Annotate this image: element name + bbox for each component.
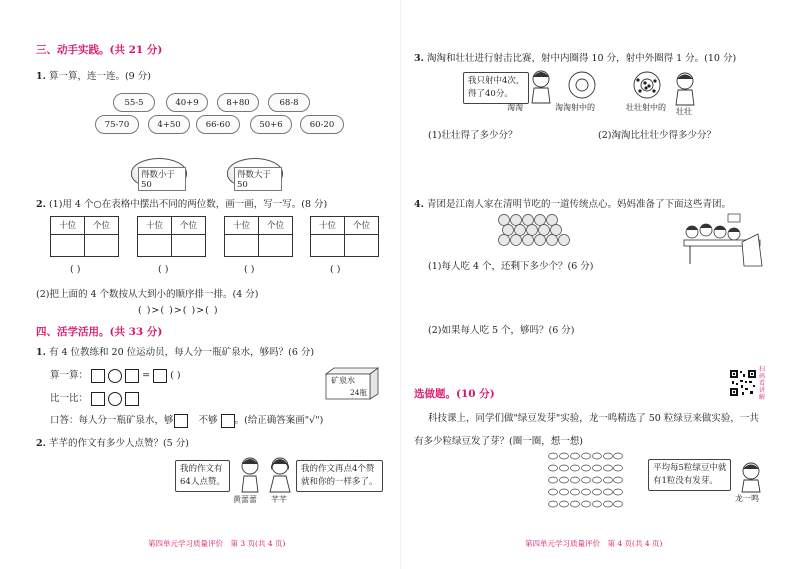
target-zhuangzhuang-icon (630, 70, 664, 100)
target-label-zhuangzhuang: 壮壮射中的 (626, 103, 666, 112)
checkbox-enough[interactable] (174, 414, 188, 428)
speech-bubble-qianqian: 我的作文再点4个赞 就和你的一样多了。 (296, 460, 383, 492)
qingtuan-group-icon (496, 213, 578, 247)
qr-code-icon[interactable] (729, 369, 757, 397)
cell[interactable] (345, 235, 379, 257)
header-tens: 十位 (225, 217, 259, 235)
answer-paren[interactable]: ( ) (330, 264, 341, 275)
checkbox-not-enough[interactable] (221, 414, 235, 428)
question-4-2: 2. 芊芊的作文有多少人点赞？(5 分) (36, 438, 189, 449)
expr-bubble[interactable]: 55-5 (113, 93, 155, 112)
speech-bubble-huang: 我的作文有 64人点赞。 (175, 460, 230, 492)
answer-paren[interactable]: ( ) (70, 264, 81, 275)
cell[interactable] (225, 235, 259, 257)
order-line[interactable]: ( )>( )>( )>( ) (138, 305, 219, 316)
box-label: 矿泉水 (331, 376, 355, 385)
answer-box[interactable] (91, 392, 105, 406)
question-1: 1. 算一算，连一连。(9 分) (36, 71, 151, 82)
boy-taotao-icon (526, 68, 556, 104)
header-ones: 个位 (85, 217, 119, 235)
mung-bean-grid-icon[interactable] (547, 451, 623, 511)
speech-bubble-taotao: 我只射中4次， 得了40分。 (463, 72, 529, 104)
target-label-taotao: 淘淘射中的 (555, 103, 595, 112)
optional-question-text-1: 科技课上，同学们做"绿豆发芽"实验，龙一鸣精选了 50 粒绿豆来做实验，一共 (428, 413, 759, 424)
answer-paren[interactable]: ( ) (244, 264, 255, 275)
answer-box[interactable] (125, 392, 139, 406)
expr-bubble[interactable]: 4+50 (148, 115, 190, 134)
answer-box[interactable] (91, 369, 105, 383)
girl-qianqian-icon (264, 454, 296, 494)
operator-circle[interactable] (108, 369, 122, 383)
answer-box[interactable] (153, 369, 167, 383)
cell[interactable] (138, 235, 172, 257)
question-3: 3. 淘淘和壮壮进行射击比赛，射中内圈得 10 分，射中外圈得 1 分。(10 分) (414, 53, 737, 64)
cell[interactable] (259, 235, 293, 257)
answer-paren[interactable]: ( ) (158, 264, 169, 275)
question-2-part-2: (2)把上面的 4 个数按从大到小的顺序排一排。(4 分) (36, 289, 259, 300)
girl-huang-icon (234, 454, 266, 494)
bowl-less-than-50[interactable]: 得数小于50 (131, 158, 187, 188)
question-3-part-2: (2)淘淘比壮壮少得多少分？ (598, 130, 716, 141)
cell[interactable] (311, 235, 345, 257)
header-ones: 个位 (172, 217, 206, 235)
expr-bubble[interactable]: 66-60 (196, 115, 240, 134)
page-divider (400, 0, 401, 569)
header-tens: 十位 (311, 217, 345, 235)
place-value-table-2[interactable] (137, 216, 206, 257)
name-zhuangzhuang: 壮壮 (676, 107, 692, 116)
place-value-table-3[interactable] (224, 216, 293, 257)
qr-caption: 扫码看讲解 (759, 366, 766, 401)
calc-row: 算一算： = ( ) (50, 370, 181, 381)
optional-question-title: 选做题。(10 分) (414, 388, 495, 400)
footer-left: 第四单元学习质量评价 第 3 页(共 4 页) (148, 539, 286, 548)
question-4-1: 1. 有 4 位教练和 20 位运动员，每人分一瓶矿泉水，够吗？(6 分) (36, 347, 315, 358)
header-tens: 十位 (138, 217, 172, 235)
bowl-greater-than-50[interactable]: 得数大于50 (227, 158, 283, 188)
question-3-part-1: (1)壮壮得了多少分？ (428, 130, 518, 141)
name-qianqian: 芊芊 (271, 495, 287, 504)
section-3-title: 三、动手实践。(共 21 分) (36, 44, 163, 56)
expr-bubble[interactable]: 40+9 (166, 93, 208, 112)
answer-box[interactable] (125, 369, 139, 383)
note-longyiming: 平均每5粒绿豆中就 有1粒没有发芽。 (648, 459, 731, 491)
compare-circle[interactable] (108, 392, 122, 406)
place-value-table-1[interactable] (50, 216, 119, 257)
expr-bubble[interactable]: 60-20 (300, 115, 344, 134)
cell[interactable] (172, 235, 206, 257)
header-tens: 十位 (51, 217, 85, 235)
name-longyiming: 龙一鸣 (735, 494, 759, 503)
boy-longyiming-icon (736, 461, 766, 493)
oral-answer-row: 口答：每人分一瓶矿泉水，够 不够 。(给正确答案画"√") (50, 415, 324, 426)
box-count: 24瓶 (350, 388, 368, 397)
place-value-table-4[interactable] (310, 216, 379, 257)
header-ones: 个位 (259, 217, 293, 235)
name-huang: 黄蕾蕾 (233, 495, 257, 504)
expr-bubble[interactable]: 50+6 (250, 115, 292, 134)
question-4-part-1: (1)每人吃 4 个，还剩下多少个？(6 分) (428, 261, 594, 272)
target-taotao-icon (565, 70, 599, 100)
family-eating-icon (682, 212, 766, 270)
optional-question-text-2: 有多少粒绿豆发了芽？(圈一圈，想一想) (414, 436, 583, 447)
cell[interactable] (85, 235, 119, 257)
header-ones: 个位 (345, 217, 379, 235)
name-taotao: 淘淘 (507, 103, 523, 112)
section-4-title: 四、活学活用。(共 33 分) (36, 326, 163, 338)
question-4-part-2: (2)如果每人吃 5 个，够吗？(6 分) (428, 325, 575, 336)
expr-bubble[interactable]: 68-8 (268, 93, 310, 112)
footer-right: 第四单元学习质量评价 第 4 页(共 4 页) (525, 539, 663, 548)
expr-bubble[interactable]: 8+80 (217, 93, 259, 112)
boy-zhuangzhuang-icon (670, 70, 700, 106)
cell[interactable] (51, 235, 85, 257)
expr-bubble[interactable]: 75-70 (95, 115, 139, 134)
compare-row: 比一比： (50, 390, 139, 406)
question-4: 4. 青团是江南人家在清明节吃的一道传统点心。妈妈准备了下面这些青团。 (414, 199, 731, 210)
question-2: 2. (1)用 4 个○在表格中摆出不同的两位数，画一画，写一写。(8 分) (36, 199, 328, 210)
